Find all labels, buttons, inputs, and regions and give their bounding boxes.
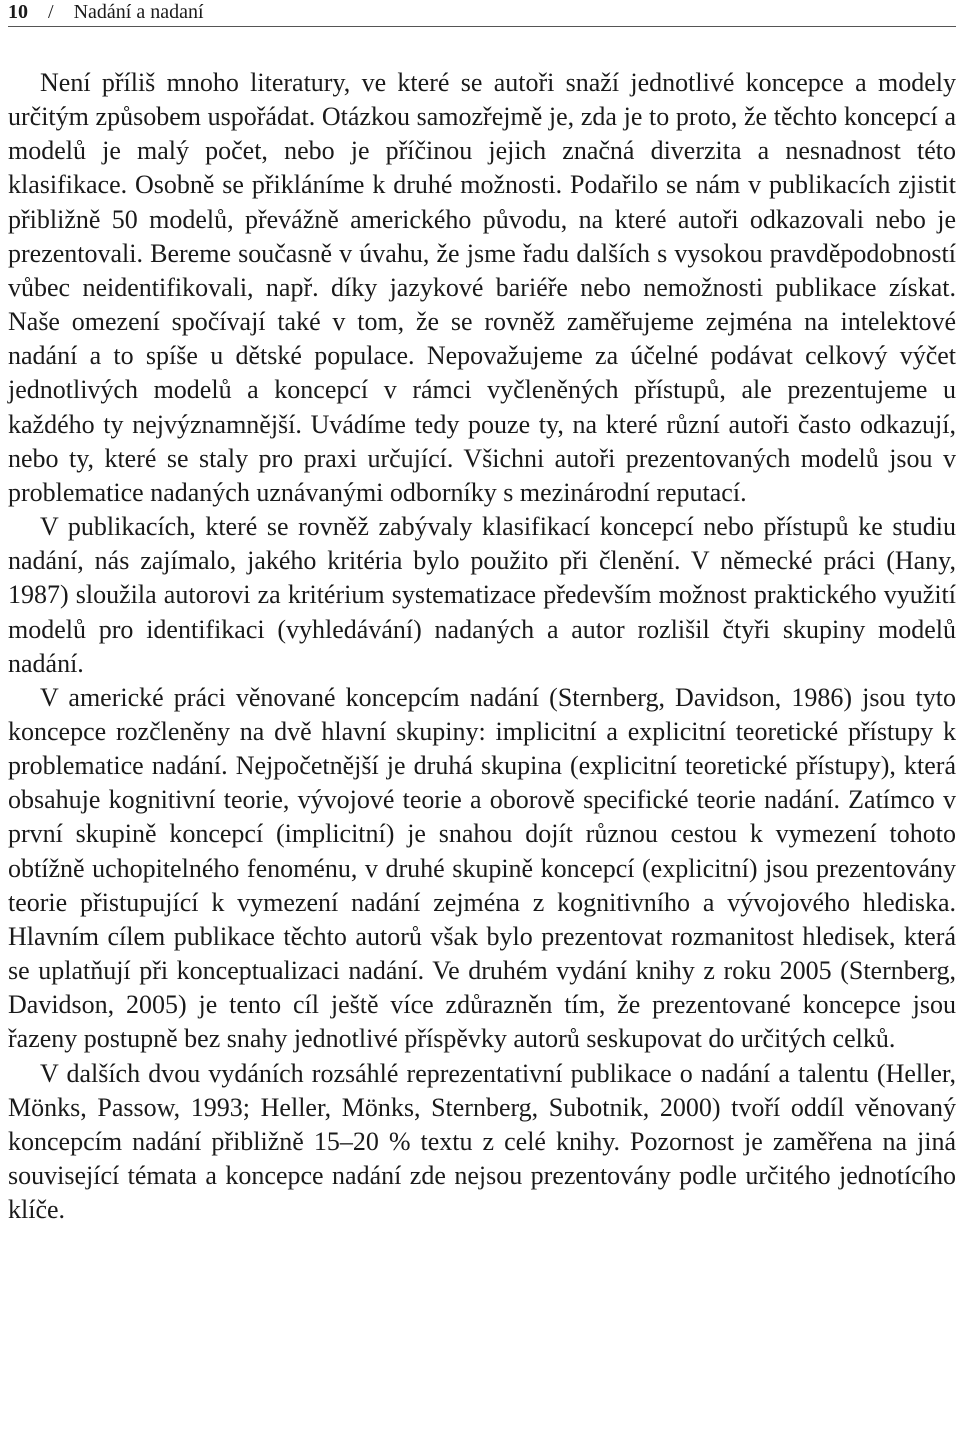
paragraph-2: V publikacích, které se rovněž zabývaly klasifikací koncepcí nebo přístupů ke studiu nadání, nás zajímalo, jakého kritéria bylo použito při členění. V německé práci (Hany, 1987) sloužila autorovi za kritérium systematizace především možnost praktického využití modelů pro identifikaci (vyhledávání) nadaných a autor rozlišil čtyři skupiny modelů nadání. (8, 512, 956, 678)
body-text (8, 66, 956, 1227)
page-number: 10 (8, 1, 28, 23)
paragraph-4: V dalších dvou vydáních rozsáhlé reprezentativní publikace o nadání a talentu (Heller, Mönks, Passow, 1993; Heller, Mönks, Sternberg, Subotnik, 2000) tvoří oddíl věnovaný koncepcím nadání přibližně 15–20 % textu z celé knihy. Pozornost je zaměřena na jiná související témata a koncepce nadání zde nejsou prezentovány podle určitého jednotícího klíče. (8, 1058, 956, 1225)
header-separator: / (48, 1, 54, 23)
running-header (8, 0, 956, 24)
header-rule (8, 26, 956, 27)
paragraph-3: V americké práci věnované koncepcím nadání (Sternberg, Davidson, 1986) jsou tyto koncepce rozčleněny na dvě hlavní skupiny: implicitní a explicitní teoretické přístupy k problematice nadání. Nejpočetnější je druhá skupina (explicitní teoretické přístupy), která obsahuje kognitivní teorie, vývojové teorie a oborově specifické teorie nadání. Zatímco v první skupině koncepcí (implicitní) je snahou dojít různou cestou k vymezení tohoto obtížně uchopitelného fenoménu, v druhé skupině koncepcí (explicitní) jsou prezentovány teorie přistupující k vymezení nadání zejména z kognitivního a vývojového hlediska. Hlavním cílem publikace těchto autorů však bylo prezentovat rozmanitost hledisek, která se uplatňují při konceptualizaci nadání. Ve druhém vydání knihy z roku 2005 (Sternberg, Davidson, 2005) je tento cíl ještě více zdůrazněn tím, že prezentované koncepce jsou řazeny postupně bez snahy jednotlivé příspěvky autorů seskupovat do určitých celků. (8, 682, 956, 1054)
chapter-title: Nadání a nadaní (73, 1, 204, 23)
paragraph-1: Není příliš mnoho literatury, ve které se autoři snaží jednotlivé koncepce a modely určitým způsobem uspořádat. Otázkou samozřejmě je, zda je to proto, že těchto koncepcí a modelů je malý počet, nebo je příčinou jejich značná diverzita a nesnadnost této klasifikace. Osobně se přikláníme k druhé možnosti. Podařilo se nám v publikacích zjistit přibližně 50 modelů, převážně amerického původu, na které autoři odkazovali nebo je prezentovali. Bereme současně v úvahu, že jsme řadu dalších s vysokou pravděpodobností vůbec neidentifikovali, např. díky jazykové bariéře nebo nemožnosti publikace získat. Naše omezení spočívají také v tom, že se rovněž zaměřujeme zejména na intelektové nadání a to spíše u dětské populace. Nepovažujeme za účelné podávat celkový výčet jednotlivých modelů a koncepcí v rámci vyčleněných přístupů, ale prezentujeme u každého ty nejvýznamnější. Uvádíme tedy pouze ty, na které různí autoři často odkazují, nebo ty, které se staly pro praxi určující. Všichni autoři prezentovaných modelů jsou v problematice nadaných uznávanými odborníky s mezinárodní reputací. (8, 68, 956, 507)
